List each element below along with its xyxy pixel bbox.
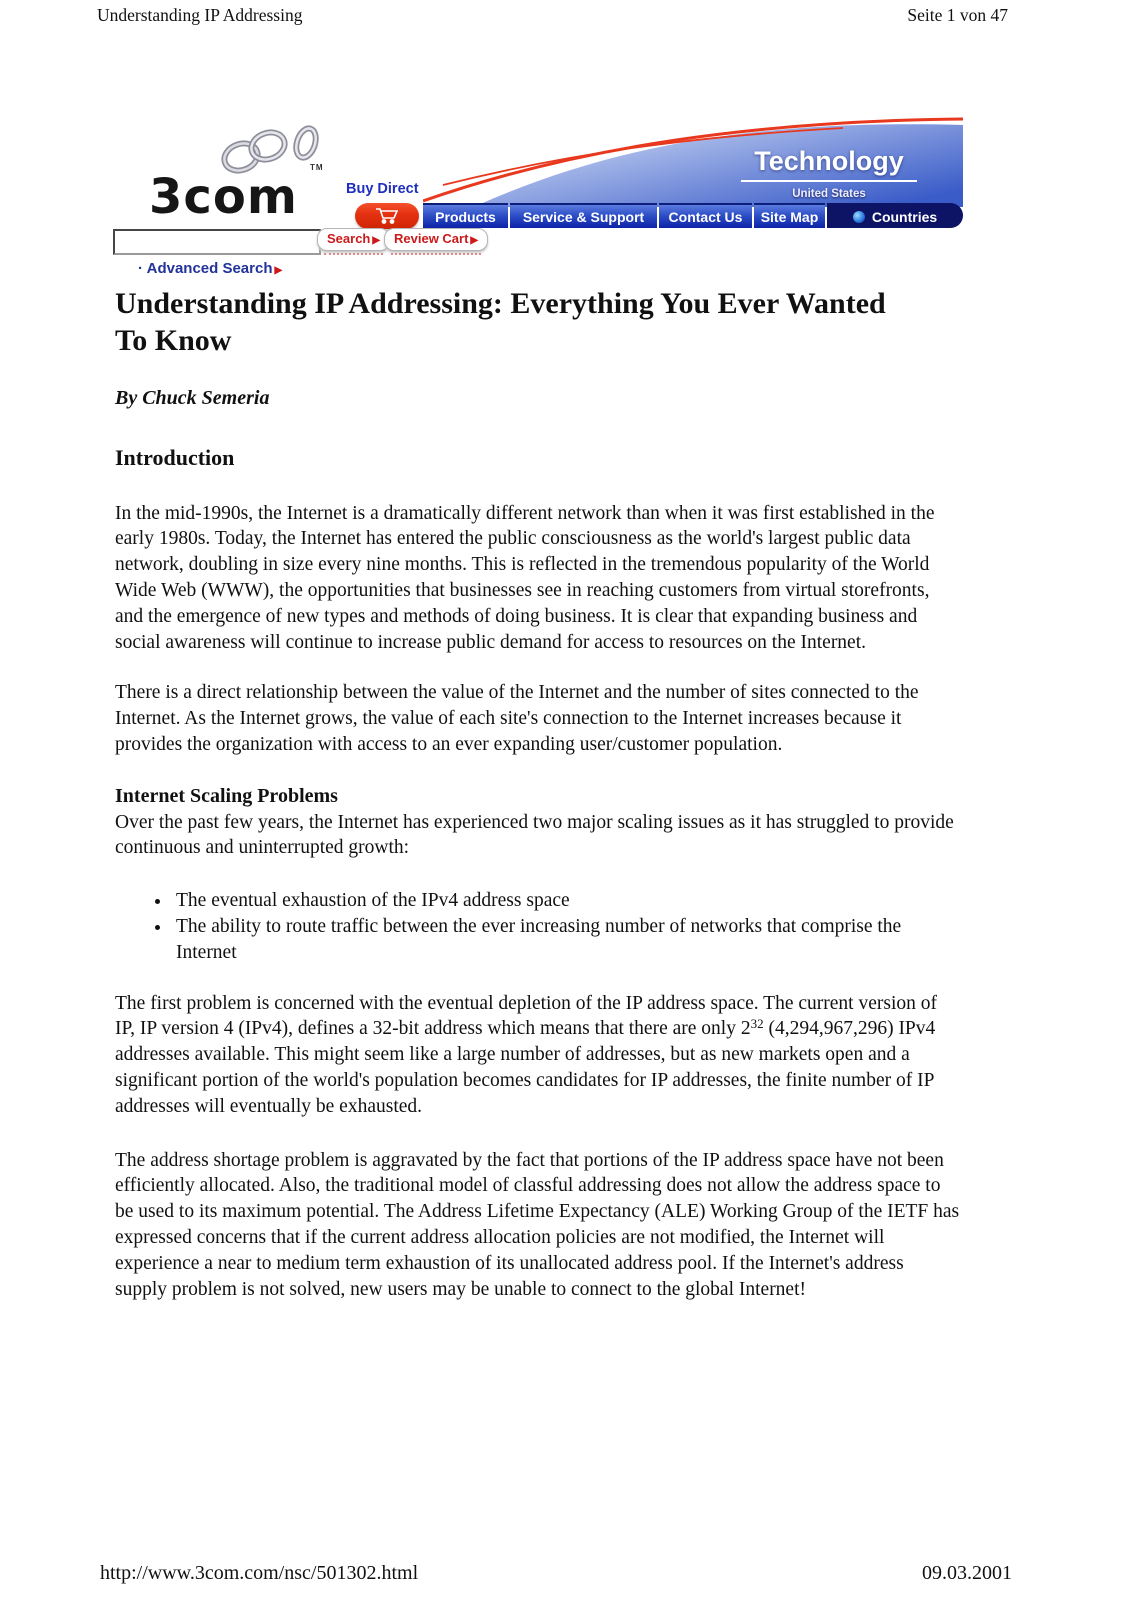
source-url: http://www.3com.com/nsc/501302.html (100, 1562, 419, 1584)
subsection-heading-scaling: Internet Scaling Problems (115, 784, 338, 807)
list-item (172, 914, 960, 966)
print-header-title: Understanding IP Addressing (97, 5, 303, 25)
list-item (172, 888, 960, 914)
site-banner (113, 113, 965, 283)
scaling-issues-list (115, 888, 960, 965)
arrow-icon: ▶ (274, 265, 283, 276)
nav-contact-us[interactable]: Contact Us (659, 203, 752, 228)
paragraph-address-depletion (115, 991, 960, 1120)
buy-direct-label: Buy Direct (346, 181, 419, 197)
review-cart-button[interactable] (384, 228, 488, 251)
print-date: 09.03.2001 (922, 1562, 1012, 1584)
paragraph-intro-1: In the mid-1990s, the Internet is a dramatically different network than when it was first established in the early 1980s. Today, the Internet has entered the public consciousness as the world's largest public data network, doubling in size every nine months. This is reflected in the tremendous popularity of the World Wide Web (WWW), the opportunities that businesses see in reaching customers from virtual storefronts, and the emergence of new types and methods of doing business. It is clear that expanding business and social awareness will continue to increase public demand for access to resources on the Internet. (115, 502, 935, 653)
page-title: Understanding IP Addressing: Everything You Ever Wanted To Know (115, 287, 886, 357)
search-button[interactable] (317, 228, 390, 251)
3com-logo[interactable]: 3com (149, 169, 298, 225)
trademark-label: TM (310, 163, 324, 172)
nav-countries-label: Countries (871, 208, 938, 225)
main-nav (423, 203, 963, 228)
advanced-search-label: · Advanced Search (138, 260, 273, 277)
paragraph-text: (4,294,967,296) IPv4 addresses available. This might seem like a large number of addresses, but as new markets open and a significant portion of the world's population becomes candidates for IP addresses, the finite number of IP addresses will eventually be exhausted. (115, 1018, 936, 1117)
section-heading-introduction: Introduction (115, 444, 235, 470)
paragraph-address-shortage: The address shortage problem is aggravated by the fact that portions of the IP address space have not been efficiently allocated. Also, the traditional model of classful addressing does not allow the address space to be used to its maximum potential. The Address Lifetime Expectancy (ALE) Working Group of the IETF has expressed concerns that if the current address allocation policies are not modified, the Internet will experience a near to medium term exhaustion of its unallocated address pool. If the Internet's address supply problem is not solved, new users may be unable to connect to the global Internet! (115, 1149, 960, 1300)
arrow-icon: ▶ (470, 235, 479, 246)
nav-countries[interactable] (827, 203, 963, 228)
superscript-exponent: 32 (750, 1016, 764, 1032)
byline: By Chuck Semeria (115, 387, 270, 409)
search-input[interactable] (113, 229, 321, 255)
advanced-search-link[interactable] (138, 260, 282, 277)
review-cart-label: Review Cart (394, 231, 469, 246)
cart-icon (375, 207, 399, 225)
print-footer (100, 1562, 1012, 1585)
list-item-text: The eventual exhaustion of the IPv4 address space (176, 890, 570, 912)
globe-icon (853, 211, 865, 223)
paragraph-text: The first problem is concerned with the eventual depletion of the IP address space. The current version of IP, IP version 4 (IPv4), defines a 32-bit address which means that there are only 2 (115, 992, 937, 1040)
article-body (115, 285, 960, 1302)
nav-site-map[interactable]: Site Map (754, 203, 825, 228)
print-header-page-number: Seite 1 von 47 (907, 5, 1008, 25)
buy-direct-cart-button[interactable] (355, 203, 419, 229)
paragraph-intro-2: There is a direct relationship between the value of the Internet and the number of sites connected to the Internet. As the Internet grows, the value of each site's connection to the Internet increases because it provides the organization with access to an ever expanding user/customer population. (115, 682, 919, 755)
search-button-label: Search (327, 231, 371, 246)
region-label: United States (792, 188, 866, 200)
nav-products[interactable]: Products (423, 203, 508, 228)
list-item-text: The ability to route traffic between the ever increasing number of networks that comprise the Internet (176, 915, 902, 963)
nav-service-support[interactable]: Service & Support (510, 203, 657, 228)
arrow-icon: ▶ (372, 235, 381, 246)
print-header (97, 5, 1008, 26)
technology-banner-title: Technology (741, 146, 917, 182)
paragraph-scaling-intro: Over the past few years, the Internet has experienced two major scaling issues as it has struggled to provide continuous and uninterrupted growth: (115, 811, 954, 859)
